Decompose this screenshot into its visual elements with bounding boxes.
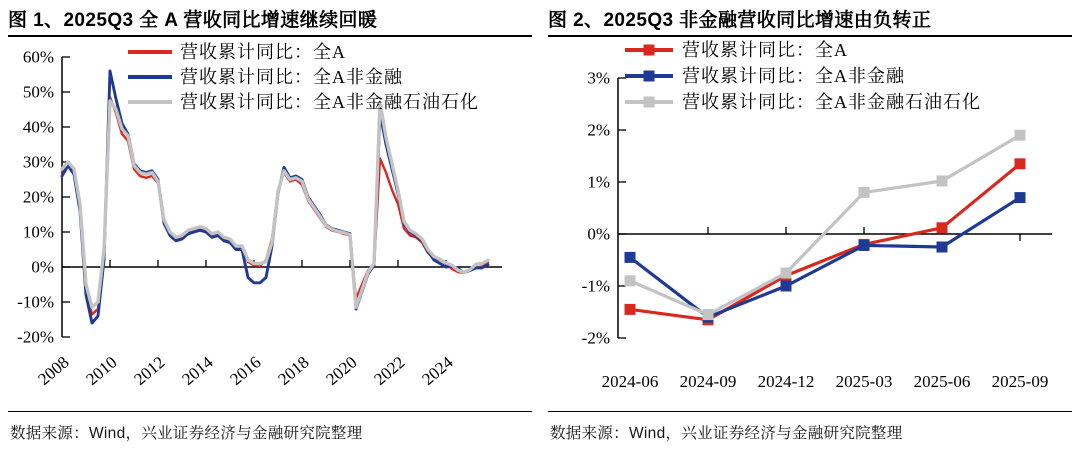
- legend-label-1: 营收累计同比：全A非金融: [180, 67, 403, 87]
- legend-marker-1: [644, 71, 655, 82]
- figure-1-chart: [0, 40, 540, 408]
- legend-label-2: 营收累计同比：全A非金融石油石化: [180, 92, 479, 112]
- legend-marker-2: [644, 97, 655, 108]
- y-tick-label: -1%: [581, 276, 610, 296]
- figure-2-panel: [540, 0, 1080, 450]
- y-tick-label: 50%: [22, 82, 54, 102]
- x-tick-label: 2020: [322, 352, 361, 389]
- y-tick-label: 60%: [22, 47, 54, 67]
- x-tick-label: 2025-06: [913, 372, 971, 391]
- series-1-marker: [1015, 192, 1026, 203]
- figure-2-chart: [540, 40, 1080, 408]
- legend-marker-0: [644, 45, 655, 56]
- y-tick-label: 20%: [22, 187, 54, 207]
- figure-1-source-note: 数据来源：Wind，兴业证券经济与金融研究院整理: [10, 425, 363, 442]
- series-2-marker: [937, 175, 948, 186]
- series-1-marker: [937, 242, 948, 253]
- series-2-marker: [1015, 130, 1026, 141]
- y-tick-label: 2%: [587, 120, 610, 140]
- figure-1-bottom-rule: [8, 411, 532, 412]
- y-tick-label: 40%: [22, 117, 54, 137]
- y-tick-label: 3%: [587, 68, 610, 88]
- figure-2-source-note: 数据来源：Wind，兴业证券经济与金融研究院整理: [550, 425, 903, 442]
- y-tick-label: 1%: [587, 172, 610, 192]
- series-line-2: [62, 101, 488, 307]
- figure-2-bottom-rule: [548, 411, 1072, 412]
- series-0-marker: [625, 304, 636, 315]
- series-1-marker: [625, 252, 636, 263]
- series-0-marker: [1015, 158, 1026, 169]
- y-tick-label: 30%: [22, 152, 54, 172]
- figure-2-title: 图 2、2025Q3 非金融营收同比增速由负转正: [548, 10, 932, 31]
- series-line-1: [630, 198, 1020, 318]
- y-tick-label: 0%: [587, 224, 610, 244]
- series-2-marker: [625, 275, 636, 286]
- x-tick-label: 2024-09: [679, 372, 737, 391]
- figure-2-title-rule: [548, 35, 1072, 37]
- series-line-0: [630, 164, 1020, 320]
- figure-1-title: 图 1、2025Q3 全 A 营收同比增速继续回暖: [8, 10, 378, 31]
- series-1-marker: [781, 281, 792, 292]
- x-tick-label: 2025-09: [991, 372, 1049, 391]
- y-tick-label: -2%: [581, 328, 610, 348]
- x-tick-label: 2014: [178, 352, 217, 389]
- series-line-2: [630, 135, 1020, 314]
- x-tick-label: 2018: [274, 352, 313, 389]
- y-tick-label: -10%: [17, 292, 54, 312]
- x-tick-label: 2024-12: [757, 372, 815, 391]
- legend-label-2: 营收累计同比：全A非金融石油石化: [682, 92, 981, 112]
- legend-label-0: 营收累计同比：全A: [682, 40, 848, 60]
- series-2-marker: [781, 268, 792, 279]
- x-tick-label: 2022: [370, 352, 409, 389]
- series-2-marker: [859, 187, 870, 198]
- x-tick-label: 2016: [226, 352, 265, 389]
- y-tick-label: -20%: [17, 327, 54, 347]
- x-tick-label: 2025-03: [835, 372, 893, 391]
- y-tick-label: 0%: [31, 257, 54, 277]
- series-2-marker: [703, 309, 714, 320]
- x-tick-label: 2008: [34, 352, 73, 389]
- x-tick-label: 2012: [130, 352, 169, 389]
- legend-label-0: 营收累计同比：全A: [180, 42, 346, 62]
- x-tick-label: 2024-06: [601, 372, 659, 391]
- x-tick-label: 2024: [418, 352, 457, 389]
- figure-1-title-rule: [8, 35, 532, 37]
- x-tick-label: 2010: [82, 352, 121, 389]
- y-tick-label: 10%: [22, 222, 54, 242]
- series-0-marker: [937, 222, 948, 233]
- series-1-marker: [859, 240, 870, 251]
- legend-label-1: 营收累计同比：全A非金融: [682, 66, 905, 86]
